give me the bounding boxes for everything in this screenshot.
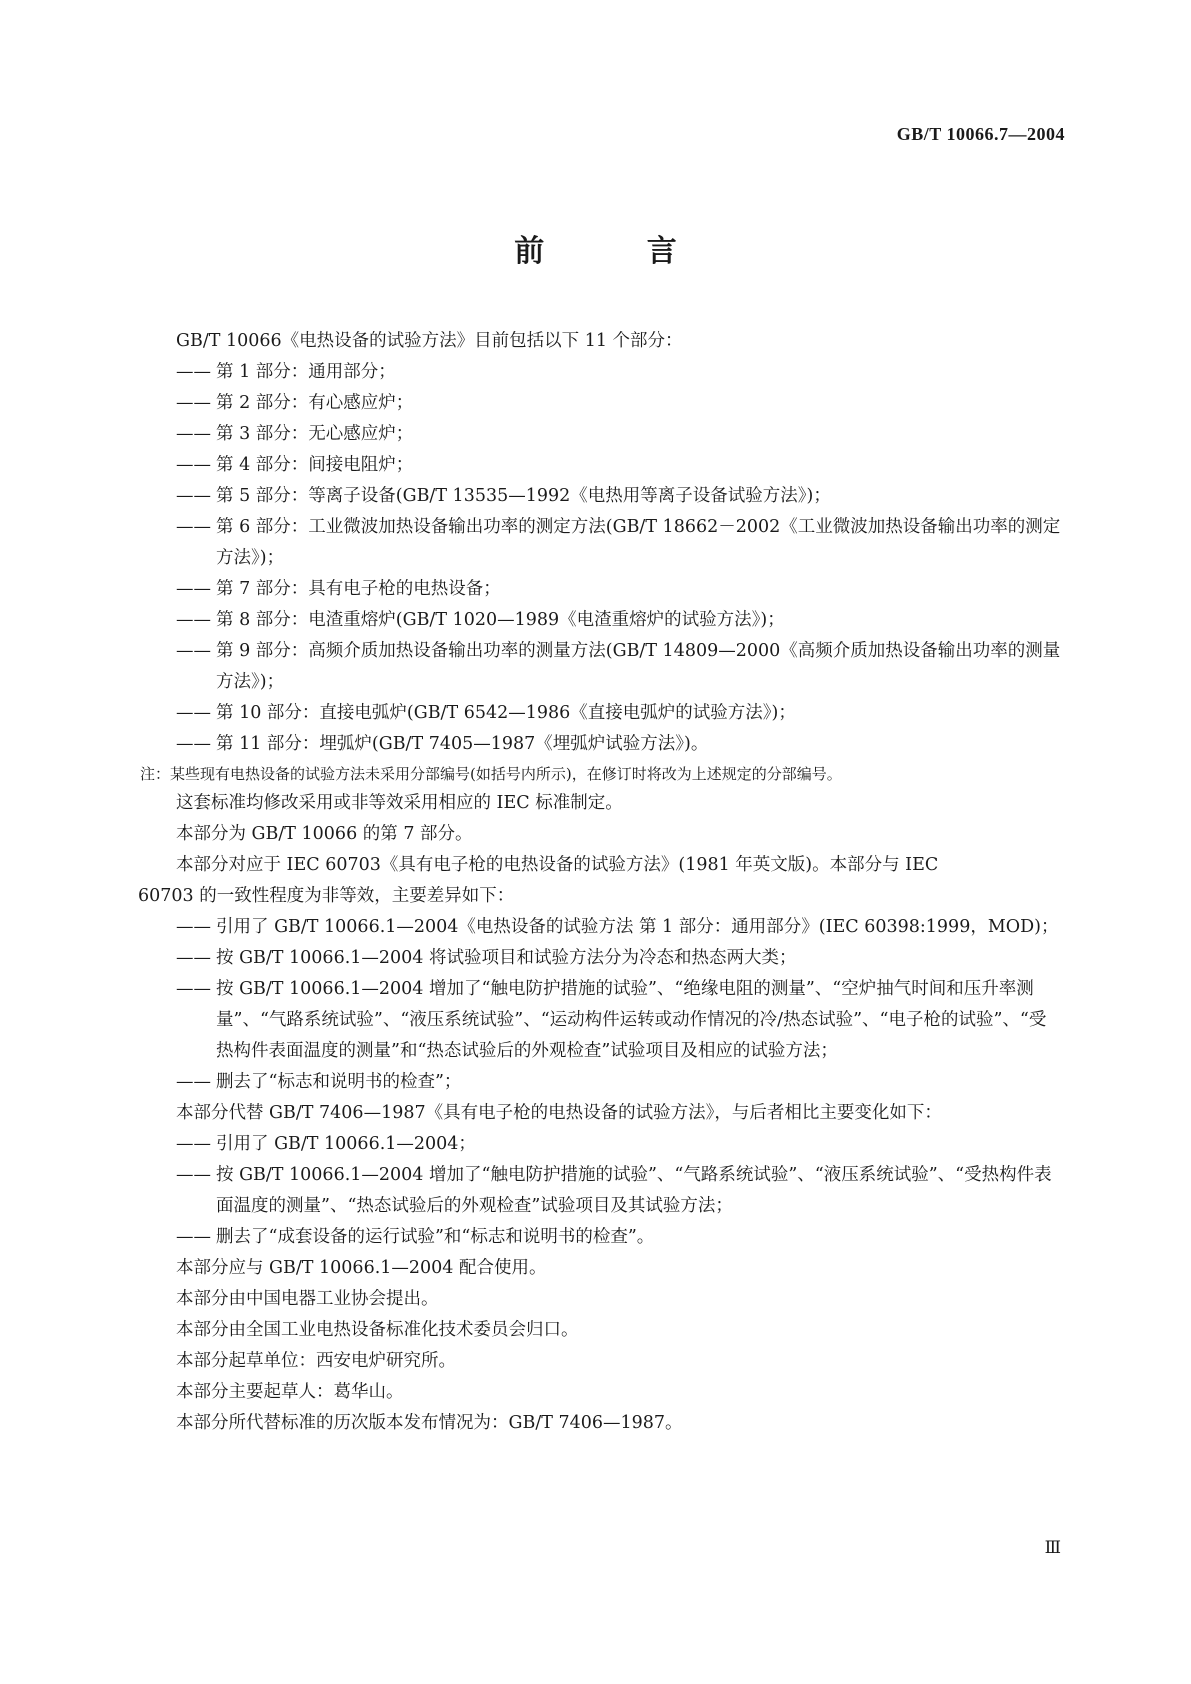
dash-mark: —— bbox=[176, 579, 211, 599]
part-11-text: 第 11 部分：埋弧炉(GB/T 7405—1987《埋弧炉试验方法》)。 bbox=[216, 734, 709, 754]
correspond-paragraph-line2: 60703 的一致性程度为非等效，主要差异如下： bbox=[138, 886, 515, 906]
list-item bbox=[138, 698, 1062, 729]
page-number: Ⅲ bbox=[1044, 1538, 1061, 1557]
list-item bbox=[138, 1222, 1062, 1253]
part-1-text: 第 1 部分：通用部分； bbox=[216, 362, 396, 382]
part-8-text: 第 8 部分：电渣重熔炉(GB/T 1020—1989《电渣重熔炉的试验方法》)； bbox=[216, 610, 785, 630]
dash-mark: —— bbox=[176, 948, 211, 968]
list-item bbox=[138, 974, 1062, 1067]
correspond-paragraph-line1: 本部分对应于 IEC 60703《具有电子枪的电热设备的试验方法》(1981 年英文版)。本部分与 IEC bbox=[176, 855, 939, 875]
list-item bbox=[138, 1129, 1062, 1160]
dash-mark: —— bbox=[176, 610, 211, 630]
dash-mark: —— bbox=[176, 979, 211, 999]
list-item bbox=[138, 1067, 1062, 1098]
closing-line: 本部分所代替标准的历次版本发布情况为：GB/T 7406—1987。 bbox=[176, 1413, 683, 1433]
differences-list bbox=[138, 912, 1062, 1098]
dash-mark: —— bbox=[176, 1227, 211, 1247]
page-title: 前 言 bbox=[514, 234, 723, 269]
difference-1-text: 引用了 GB/T 10066.1—2004《电热设备的试验方法 第 1 部分：通用部分》(IEC 60398:1999，MOD)； bbox=[216, 917, 1059, 937]
dash-mark: —— bbox=[176, 703, 211, 723]
part-6-text: 第 6 部分：工业微波加热设备输出功率的测定方法(GB/T 18662－2002《工业微波加热设备输出功率的测定方法》)； bbox=[216, 517, 1061, 568]
part-3-text: 第 3 部分：无心感应炉； bbox=[216, 424, 414, 444]
part-2-text: 第 2 部分：有心感应炉； bbox=[216, 393, 414, 413]
dash-mark: —— bbox=[176, 393, 211, 413]
dash-mark: —— bbox=[176, 424, 211, 444]
dash-mark: —— bbox=[176, 1165, 211, 1185]
part-4-text: 第 4 部分：间接电阻炉； bbox=[216, 455, 414, 475]
closing-line: 本部分应与 GB/T 10066.1—2004 配合使用。 bbox=[176, 1258, 547, 1278]
list-item bbox=[138, 357, 1062, 388]
closing-line: 本部分主要起草人：葛华山。 bbox=[176, 1382, 404, 1402]
list-item bbox=[138, 450, 1062, 481]
list-item bbox=[138, 481, 1062, 512]
change-1-text: 引用了 GB/T 10066.1—2004； bbox=[216, 1134, 476, 1154]
list-item bbox=[138, 943, 1062, 974]
part-10-text: 第 10 部分：直接电弧炉(GB/T 6542—1986《直接电弧炉的试验方法》)； bbox=[216, 703, 796, 723]
dash-mark: —— bbox=[176, 517, 211, 537]
change-2-text: 按 GB/T 10066.1—2004 增加了“触电防护措施的试验”、“气路系统试验”、“液压系统试验”、“受热构件表面温度的测量”、“热态试验后的外观检查”试验项目及其试验方法； bbox=[216, 1165, 1052, 1216]
dash-mark: —— bbox=[176, 917, 211, 937]
list-item bbox=[138, 636, 1062, 698]
dash-mark: —— bbox=[176, 455, 211, 475]
closing-paragraphs bbox=[138, 1253, 1062, 1439]
change-3-text: 删去了“成套设备的运行试验”和“标志和说明书的检查”。 bbox=[216, 1227, 655, 1247]
list-item bbox=[138, 912, 1062, 943]
closing-line: 本部分由全国工业电热设备标准化技术委员会归口。 bbox=[176, 1320, 579, 1340]
difference-3-text: 按 GB/T 10066.1—2004 增加了“触电防护措施的试验”、“绝缘电阻的测量”、“空炉抽气时间和压升率测量”、“气路系统试验”、“液压系统试验”、“运动构件运转或动作情况的冷/热态试验”、“电子枪的试验”、“受热构件表面温度的测量”和“热态试验后的外观检查”试验项目及相应的试验方法； bbox=[216, 979, 1047, 1061]
closing-line: 本部分起草单位：西安电炉研究所。 bbox=[176, 1351, 456, 1371]
difference-2-text: 按 GB/T 10066.1—2004 将试验项目和试验方法分为冷态和热态两大类； bbox=[216, 948, 797, 968]
standard-number: GB/T 10066.7—2004 bbox=[896, 124, 1065, 144]
list-item bbox=[138, 574, 1062, 605]
dash-mark: —— bbox=[176, 1134, 211, 1154]
document-body bbox=[138, 326, 1062, 1439]
intro-paragraph: GB/T 10066《电热设备的试验方法》目前包括以下 11 个部分： bbox=[176, 331, 683, 351]
dash-mark: —— bbox=[176, 1072, 211, 1092]
part7-paragraph: 本部分为 GB/T 10066 的第 7 部分。 bbox=[176, 824, 473, 844]
list-item bbox=[138, 388, 1062, 419]
changes-list bbox=[138, 1129, 1062, 1253]
dash-mark: —— bbox=[176, 486, 211, 506]
list-item bbox=[138, 1160, 1062, 1222]
dash-mark: —— bbox=[176, 641, 211, 661]
part-9-text: 第 9 部分：高频介质加热设备输出功率的测量方法(GB/T 14809—2000《高频介质加热设备输出功率的测量方法》)； bbox=[216, 641, 1061, 692]
note: 注：某些现有电热设备的试验方法未采用分部编号(如括号内所示)，在修订时将改为上述规定的分部编号。 bbox=[140, 765, 842, 783]
iec-adopt-paragraph: 这套标准均修改采用或非等效采用相应的 IEC 标准制定。 bbox=[176, 793, 623, 813]
part-5-text: 第 5 部分：等离子设备(GB/T 13535—1992《电热用等离子设备试验方法》)； bbox=[216, 486, 831, 506]
list-item bbox=[138, 605, 1062, 636]
list-item bbox=[138, 729, 1062, 760]
difference-4-text: 删去了“标志和说明书的检查”； bbox=[216, 1072, 462, 1092]
part-7-text: 第 7 部分：具有电子枪的电热设备； bbox=[216, 579, 501, 599]
dash-mark: —— bbox=[176, 734, 211, 754]
parts-list bbox=[138, 357, 1062, 760]
replace-paragraph: 本部分代替 GB/T 7406—1987《具有电子枪的电热设备的试验方法》，与后者相比主要变化如下： bbox=[176, 1103, 942, 1123]
list-item bbox=[138, 419, 1062, 450]
dash-mark: —— bbox=[176, 362, 211, 382]
closing-line: 本部分由中国电器工业协会提出。 bbox=[176, 1289, 439, 1309]
list-item bbox=[138, 512, 1062, 574]
